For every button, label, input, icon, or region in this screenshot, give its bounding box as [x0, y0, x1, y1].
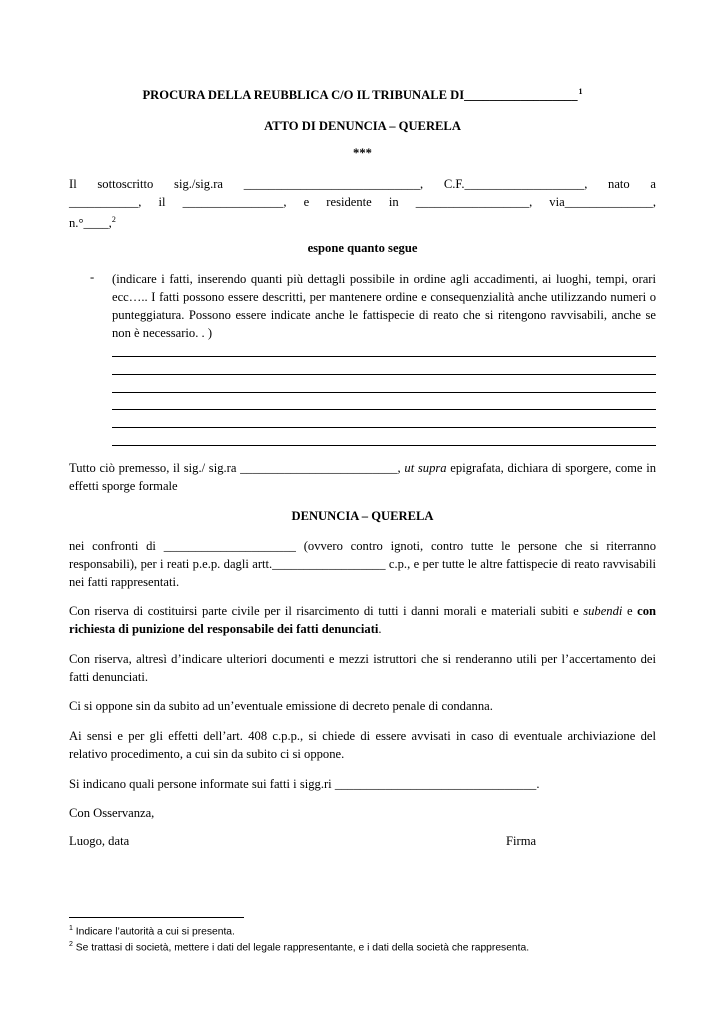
document-title [0, 87, 725, 103]
footnote-ref-1: 1 [578, 87, 583, 96]
footnote-2 [69, 941, 529, 953]
riserva1-italic: subendi [583, 604, 623, 618]
signature-label: Firma [506, 834, 537, 848]
footnote-ref-2: 2 [111, 215, 116, 224]
premesso-italic: ut supra [404, 461, 447, 475]
title-text: PROCURA DELLA REUBBLICA C/O IL TRIBUNALE DI__________________ [142, 88, 578, 103]
riserva-documenti-paragraph: Con riserva, altresì d’indicare ulteriori documenti e mezzi istruttori che si renderanno utili per l’accertamento dei fatti denunciati. [69, 652, 656, 684]
section-heading-espone: espone quanto segue [307, 241, 418, 255]
footnote-2-text: Se trattasi di società, mettere i dati del legale rappresentante, e i dati della società che rappresenta. [75, 942, 530, 954]
premesso-paragraph [69, 459, 656, 495]
separator: *** [353, 146, 372, 160]
riserva1-text-c: . [378, 622, 382, 636]
bullet-dash: - [90, 270, 95, 284]
closing-salutation: Con Osservanza, [69, 806, 155, 820]
intro-paragraph [69, 175, 656, 232]
intro-line-2: ___________, il ________________, e residente in __________________, via______________, [69, 195, 656, 209]
premesso-text-a: Tutto ciò premesso, il sig./ sig.ra _________________________, [69, 461, 405, 475]
archiviazione-paragraph: Ai sensi e per gli effetti dell’art. 408 c.p.p., si chiede di essere avvisati in caso di eventuale archiviazione del relativo procedimento, a cui sin da subito ci si oppone. [69, 729, 656, 761]
footnote-2-number: 2 [69, 941, 73, 948]
fill-line [112, 409, 656, 410]
fill-line [112, 356, 656, 357]
document-subtitle: ATTO DI DENUNCIA – QUERELA [264, 119, 461, 133]
premesso-text-b: epigrafata, dichiara di sporgere, come in effetti sporge formale [69, 461, 657, 493]
fill-line [112, 445, 656, 446]
footnote-separator [69, 917, 244, 918]
persone-informate-paragraph: Si indicano quali persone informate sui fatti i sigg.ri ________________________________. [69, 777, 540, 791]
intro-line-3-text: n.°____, [69, 216, 112, 231]
footnote-1 [69, 925, 235, 937]
footnote-1-number: 1 [69, 925, 73, 932]
riserva1-text-b: e [622, 604, 638, 618]
fill-line [112, 392, 656, 393]
fill-line [112, 374, 656, 375]
intro-line-1: Il sottoscritto sig./sig.ra ____________________________, C.F.___________________, nato a [69, 177, 656, 191]
footnote-1-text: Indicare l’autorità a cui si presenta. [75, 926, 235, 938]
fill-line [112, 427, 656, 428]
riserva1-text-a: Con riserva di costituirsi parte civile per il risarcimento di tutti i danni morali e materiali subiti e [69, 604, 584, 618]
place-date-label: Luogo, data [69, 834, 130, 848]
riserva-parte-civile-paragraph [69, 602, 656, 638]
facts-instructions: (indicare i fatti, inserendo quanti più dettagli possibile in ordine agli accadimenti, ai luoghi, tempi, orari ecc….. I fatti possono essere descritti, per mantenere ordine e consequenzialità anche utilizzando numeri o punteggiatura. Possono essere indicate anche le fattispecie di reato che si ritengono ravvisabili, anche se non è necessario. . ) [112, 272, 656, 340]
opposizione-paragraph: Ci si oppone sin da subito ad un’eventuale emissione di decreto penale di condanna. [69, 699, 493, 713]
section-heading-denuncia: DENUNCIA – QUERELA [291, 509, 434, 523]
intro-line-3 [69, 211, 656, 232]
riserva1-bold: con richiesta di punizione del responsabile dei fatti denunciati [69, 604, 656, 636]
confronti-paragraph: nei confronti di _____________________ (ovvero contro ignoti, contro tutte le persone che si riterranno responsabili), per i reati p.e.p. dagli artt.__________________ c.p., e per tutte le altre fattispecie di reato ravvisabili nei fatti rappresentati. [69, 539, 656, 589]
